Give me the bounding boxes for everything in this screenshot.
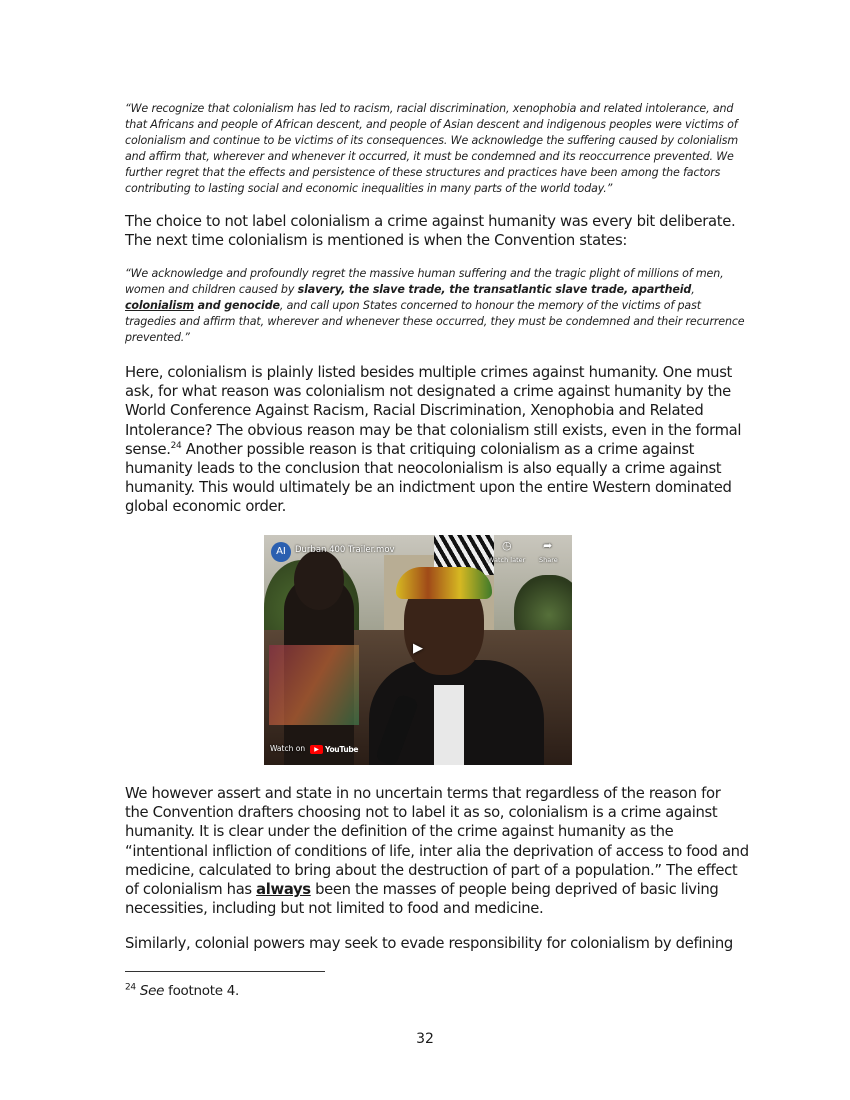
paragraph-4 (125, 934, 733, 953)
footnote (125, 982, 239, 1000)
quote-block-1 (125, 101, 738, 198)
paragraph-line: humanity leads to the conclusion that neocolonialism is also equally a crime against (125, 460, 722, 478)
quote-line: “We acknowledge and profoundly regret the massive human suffering and the tragic plight of millions of men, (125, 267, 724, 280)
quote-line: “We recognize that colonialism has led to racism, racial discrimination, xenophobia and related intolerance, and (125, 102, 734, 115)
video-title[interactable]: Durban 400 Trailer.mov (295, 545, 395, 555)
quote-text: women and children caused by (125, 283, 298, 297)
paragraph-line: World Conference Against Racism, Racial Discrimination, Xenophobia and Related (125, 402, 704, 420)
paragraph-text: of colonialism has (125, 881, 257, 899)
paragraph-line: The next time colonialism is mentioned is when the Convention states: (125, 232, 628, 250)
footnote-reference[interactable]: 24 (170, 440, 182, 451)
paragraph-line: humanity. It is clear under the definition of the crime against humanity as the (125, 823, 674, 841)
paragraph-line: We however assert and state in no uncertain terms that regardless of the reason for (125, 785, 721, 802)
paragraph-3 (125, 784, 749, 918)
paragraph-line: global economic order. (125, 498, 287, 516)
youtube-link[interactable] (310, 744, 358, 755)
paragraph-line: medicine, calculated to bring about the destruction of part of a population.” The effect (125, 861, 738, 879)
video-thumbnail-collar (434, 685, 464, 765)
paragraph-text: sense. (125, 440, 171, 458)
quote-block-2 (125, 266, 744, 346)
footnote-see: See (139, 983, 165, 999)
paragraph-line: necessities, including but not limited to food and medicine. (125, 900, 544, 918)
clock-icon[interactable]: ◷ (502, 539, 512, 552)
paragraph-line: The choice to not label colonialism a crime against humanity was every bit deliberate. (125, 213, 736, 230)
paragraph-1 (125, 212, 735, 250)
embedded-video-player[interactable] (264, 535, 572, 765)
quote-line: further regret that the effects and persistence of these structures and practices have been among the factors (125, 166, 721, 180)
paragraph-line: the Convention drafters choosing not to label it as so, colonialism is a crime against (125, 804, 718, 822)
quote-line (125, 298, 744, 314)
quote-bold-text: slavery, the slave trade, the transatlantic slave trade, apartheid (297, 283, 692, 297)
quote-line: contributing to lasting social and economic inequalities in many parts of the world today.” (125, 182, 613, 196)
youtube-play-icon: ▶ (310, 745, 323, 754)
paragraph-line (125, 440, 741, 459)
paragraph-line: ask, for what reason was colonialism not designated a crime against humanity by the (125, 383, 731, 401)
paragraph-line: Here, colonialism is plainly listed besides multiple crimes against humanity. One must (125, 364, 733, 381)
watch-on-label[interactable]: Watch on (270, 744, 306, 753)
video-thumbnail-head (294, 550, 344, 610)
paragraph-2 (125, 363, 741, 517)
video-thumbnail-scarf (269, 645, 359, 725)
quote-bold-text: and genocide (193, 299, 280, 313)
paragraph-line: Similarly, colonial powers may seek to evade responsibility for colonialism by defining (125, 935, 733, 952)
paragraph-text: been the masses of people being deprived of basic living (310, 881, 719, 899)
quote-bold-underlined-text: colonialism (125, 299, 194, 313)
paragraph-line (125, 880, 749, 899)
paragraph-text: Another possible reason is that critiquing colonialism as a crime against (181, 440, 695, 458)
share-label[interactable]: Share (539, 556, 558, 564)
watch-later-label[interactable]: Watch later (488, 556, 526, 564)
footnote-number: 24 (125, 982, 136, 993)
emphasized-word: always (256, 881, 311, 899)
video-thumbnail-headband (396, 567, 492, 599)
footnote-divider (125, 971, 325, 972)
paragraph-line: humanity. This would ultimately be an indictment upon the entire Western dominated (125, 479, 732, 497)
paragraph-line: Intolerance? The obvious reason may be that colonialism still exists, even in the formal (125, 421, 742, 439)
youtube-wordmark: YouTube (325, 745, 359, 754)
paragraph-line: “intentional infliction of conditions of life, inter alia the deprivation of access to food and (125, 842, 749, 860)
quote-text: , (691, 283, 695, 297)
quote-line: colonialism and continue to be victims of its consequences. We acknowledge the suffering caused by colonialism (125, 134, 739, 148)
quote-text: , and call upon States concerned to honour the memory of the victims of past (279, 299, 701, 313)
quote-line (125, 282, 744, 298)
quote-line: that Africans and people of African descent, and people of Asian descent and indigenous peoples were victims of (125, 118, 738, 132)
channel-avatar[interactable]: AI (271, 542, 291, 562)
quote-line: prevented.” (125, 331, 190, 345)
quote-line: tragedies and affirm that, wherever and whenever these occurred, they must be condemned and their recurrence (125, 315, 745, 329)
page-number: 32 (416, 1031, 434, 1047)
share-icon[interactable]: ➦ (543, 539, 553, 552)
play-button[interactable]: ▶ (413, 641, 423, 656)
footnote-text: footnote 4. (164, 983, 239, 999)
quote-line: and affirm that, wherever and whenever it occurred, it must be condemned and its reoccurrence prevented. We (125, 150, 734, 164)
